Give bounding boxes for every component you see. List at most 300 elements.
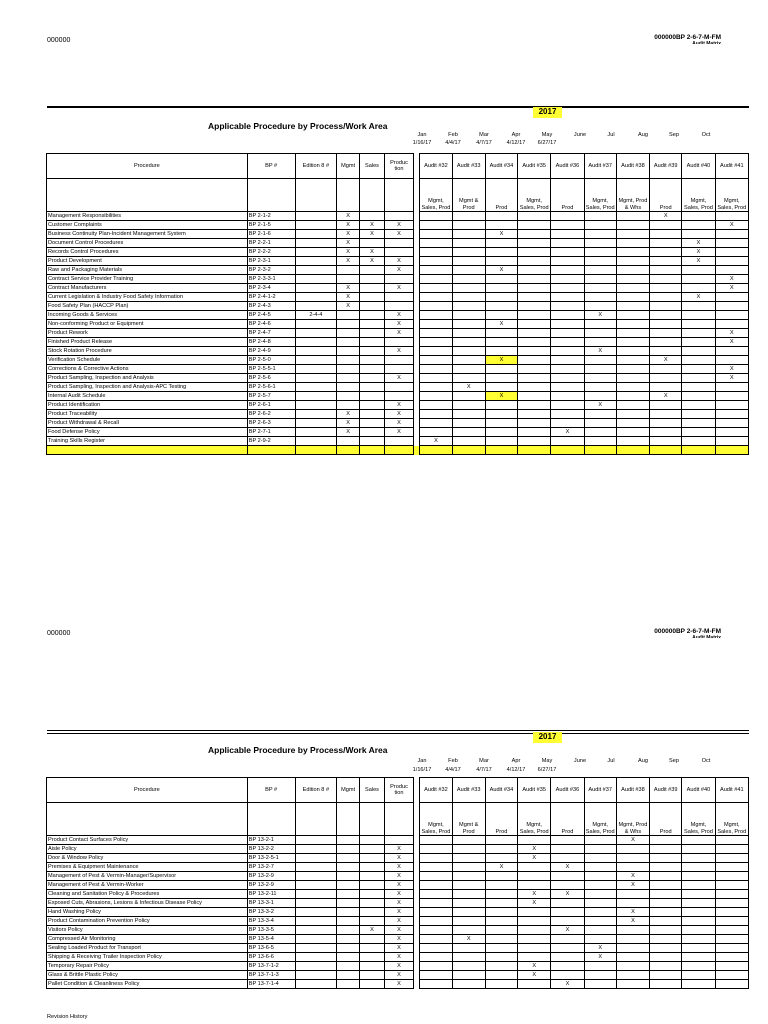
audit-mark xyxy=(420,329,452,338)
bp-number: BP 13-3-1 xyxy=(247,899,295,908)
production-header: Produc tion xyxy=(384,154,413,179)
mgmt-mark xyxy=(337,365,360,374)
audit-mark xyxy=(485,221,517,230)
mgmt-mark xyxy=(337,836,360,845)
audit-mark: X xyxy=(584,311,616,320)
audit-mark xyxy=(682,338,715,347)
audit-mark xyxy=(616,212,649,221)
audit-mark xyxy=(650,374,682,383)
audit-mark xyxy=(715,863,748,872)
sales-mark xyxy=(360,836,385,845)
audit-mark xyxy=(551,899,584,908)
audit-mark xyxy=(420,953,452,962)
audit-mark xyxy=(485,365,517,374)
mgmt-mark xyxy=(337,953,360,962)
table-row xyxy=(47,899,749,908)
production-mark: X xyxy=(384,908,413,917)
table-row xyxy=(47,356,749,365)
audit-mark xyxy=(452,845,485,854)
audit-mark xyxy=(584,890,616,899)
audit-mark xyxy=(682,302,715,311)
audit-mark xyxy=(616,365,649,374)
audit-date: 6/27/17 xyxy=(537,140,557,146)
bp-number: BP 13-3-4 xyxy=(247,917,295,926)
procedure-name: Management Responsibilities xyxy=(47,212,248,221)
procedure-name: Raw and Packaging Materials xyxy=(47,266,248,275)
audit-number-header: Audit #41 xyxy=(715,154,748,179)
audit-mark: X xyxy=(584,401,616,410)
audit-mark xyxy=(518,338,551,347)
audit-mark xyxy=(682,221,715,230)
audit-mark xyxy=(518,872,551,881)
audit-mark xyxy=(551,872,584,881)
audit-mark: X xyxy=(485,320,517,329)
audit-mark xyxy=(452,401,485,410)
bp-number: BP 2-3-1 xyxy=(247,257,295,266)
audit-mark xyxy=(518,221,551,230)
edition-number xyxy=(295,410,337,419)
table-row xyxy=(47,257,749,266)
audit-mark xyxy=(616,962,649,971)
audit-mark xyxy=(682,311,715,320)
audit-mark xyxy=(650,899,682,908)
audit-number-header: Audit #37 xyxy=(584,154,616,179)
sales-mark xyxy=(360,917,385,926)
audit-mark xyxy=(452,356,485,365)
month-label: Mar xyxy=(479,758,489,764)
audit-mark xyxy=(650,320,682,329)
blank-cell xyxy=(551,446,584,455)
audit-mark xyxy=(452,962,485,971)
audit-mark xyxy=(715,890,748,899)
audit-number-header: Audit #33 xyxy=(452,778,485,803)
audit-number-header: Audit #37 xyxy=(584,778,616,803)
mgmt-mark xyxy=(337,980,360,989)
audit-mark xyxy=(584,863,616,872)
audit-mark xyxy=(485,971,517,980)
audit-mark xyxy=(518,428,551,437)
audit-mark xyxy=(616,266,649,275)
audit-mark xyxy=(485,926,517,935)
audit-mark xyxy=(584,302,616,311)
edition-number xyxy=(295,944,337,953)
audit-date: 4/4/17 xyxy=(445,767,461,773)
table-row xyxy=(47,374,749,383)
sales-mark xyxy=(360,854,385,863)
sales-mark: X xyxy=(360,257,385,266)
edition-number xyxy=(295,908,337,917)
month-label: May xyxy=(541,132,553,138)
production-mark: X xyxy=(384,944,413,953)
procedure-name: Premises & Equipment Maintenance xyxy=(47,863,248,872)
mgmt-mark: X xyxy=(337,293,360,302)
mgmt-mark xyxy=(337,944,360,953)
audit-area-header: Mgmt & Prod xyxy=(452,803,485,836)
audit-mark xyxy=(452,221,485,230)
audit-mark xyxy=(518,980,551,989)
audit-mark xyxy=(650,347,682,356)
audit-mark xyxy=(420,239,452,248)
audit-mark xyxy=(485,845,517,854)
audit-mark xyxy=(682,437,715,446)
mgmt-mark xyxy=(337,872,360,881)
audit-mark xyxy=(650,863,682,872)
edition-number xyxy=(295,248,337,257)
audit-mark xyxy=(518,374,551,383)
mgmt-mark xyxy=(337,329,360,338)
audit-number-header: Audit #34 xyxy=(485,778,517,803)
table-row xyxy=(47,419,749,428)
audit-mark xyxy=(452,953,485,962)
sales-mark xyxy=(360,374,385,383)
sales-mark xyxy=(360,392,385,401)
procedure-name: Product Contact Surfaces Policy xyxy=(47,836,248,845)
audit-mark xyxy=(452,284,485,293)
bp-number: BP 13-2-11 xyxy=(247,890,295,899)
audit-mark xyxy=(682,953,715,962)
month-label: Apr xyxy=(511,758,521,764)
procedure-name: Visitors Policy xyxy=(47,926,248,935)
audit-mark xyxy=(551,392,584,401)
audit-mark: X xyxy=(420,437,452,446)
edition-number xyxy=(295,401,337,410)
audit-number-header: Audit #41 xyxy=(715,778,748,803)
audit-mark xyxy=(452,239,485,248)
sales-mark xyxy=(360,890,385,899)
audit-mark xyxy=(420,419,452,428)
audit-mark xyxy=(452,881,485,890)
audit-mark xyxy=(420,320,452,329)
audit-mark: X xyxy=(551,980,584,989)
audit-mark xyxy=(420,230,452,239)
audit-mark xyxy=(682,419,715,428)
audit-mark xyxy=(616,935,649,944)
procedure-name: Shipping & Receiving Trailer Inspection Policy xyxy=(47,953,248,962)
audit-mark: X xyxy=(616,881,649,890)
audit-mark xyxy=(682,275,715,284)
audit-mark xyxy=(452,302,485,311)
audit-mark xyxy=(420,293,452,302)
audit-mark xyxy=(420,221,452,230)
audit-mark xyxy=(616,248,649,257)
procedure-name: Business Continuity Plan-Incident Management System xyxy=(47,230,248,239)
audit-mark xyxy=(715,845,748,854)
bp-number: BP 13-6-6 xyxy=(247,953,295,962)
audit-mark xyxy=(452,374,485,383)
blank-cell xyxy=(295,446,337,455)
audit-mark xyxy=(485,302,517,311)
audit-mark xyxy=(518,230,551,239)
audit-mark xyxy=(715,419,748,428)
audit-mark xyxy=(518,953,551,962)
audit-mark xyxy=(584,248,616,257)
edition-number xyxy=(295,392,337,401)
audit-mark xyxy=(485,338,517,347)
procedure-name: Management of Pest & Vermin-Manager/Supervisor xyxy=(47,872,248,881)
audit-mark xyxy=(551,239,584,248)
audit-mark xyxy=(650,944,682,953)
production-mark: X xyxy=(384,953,413,962)
blank-cell xyxy=(452,446,485,455)
audit-mark xyxy=(551,836,584,845)
blank-cell xyxy=(384,446,413,455)
sales-mark xyxy=(360,356,385,365)
procedure-name: Compressed Air Monitoring xyxy=(47,935,248,944)
sales-mark xyxy=(360,863,385,872)
audit-mark xyxy=(420,392,452,401)
production-header: Produc tion xyxy=(384,778,413,803)
blank-cell xyxy=(247,179,295,212)
audit-mark xyxy=(616,329,649,338)
audit-mark xyxy=(682,980,715,989)
production-mark: X xyxy=(384,410,413,419)
audit-mark xyxy=(682,365,715,374)
audit-mark xyxy=(452,926,485,935)
blank-cell xyxy=(715,446,748,455)
production-mark: X xyxy=(384,257,413,266)
audit-date: 4/4/17 xyxy=(445,140,461,146)
production-mark: X xyxy=(384,980,413,989)
mgmt-mark xyxy=(337,311,360,320)
audit-area-header: Prod xyxy=(650,803,682,836)
audit-mark xyxy=(420,365,452,374)
mgmt-mark: X xyxy=(337,428,360,437)
production-mark: X xyxy=(384,899,413,908)
bp-number: BP 2-4-9 xyxy=(247,347,295,356)
page-title: Applicable Procedure by Process/Work Area xyxy=(208,745,388,755)
procedure-name: Food Defense Policy xyxy=(47,428,248,437)
mgmt-mark: X xyxy=(337,419,360,428)
audit-mark xyxy=(616,971,649,980)
audit-mark xyxy=(452,410,485,419)
audit-mark xyxy=(551,437,584,446)
audit-mark xyxy=(518,212,551,221)
table-row xyxy=(47,872,749,881)
mgmt-mark xyxy=(337,971,360,980)
blank-cell xyxy=(518,446,551,455)
edition-number xyxy=(295,926,337,935)
mgmt-mark xyxy=(337,320,360,329)
procedure-name: Current Legislation & Industry Food Safety Information xyxy=(47,293,248,302)
audit-mark xyxy=(551,419,584,428)
audit-mark xyxy=(616,863,649,872)
sales-mark xyxy=(360,953,385,962)
bp-number: BP 2-3-4 xyxy=(247,284,295,293)
mgmt-mark: X xyxy=(337,284,360,293)
table-row xyxy=(47,302,749,311)
sales-mark: X xyxy=(360,926,385,935)
mgmt-mark xyxy=(337,392,360,401)
sales-mark xyxy=(360,311,385,320)
edition-number xyxy=(295,917,337,926)
audit-mark xyxy=(715,320,748,329)
production-mark: X xyxy=(384,863,413,872)
bp-number: BP 2-4-3 xyxy=(247,302,295,311)
bp-number: BP 2-3-2 xyxy=(247,266,295,275)
sales-mark xyxy=(360,437,385,446)
audit-mark xyxy=(518,437,551,446)
audit-date: 1/16/17 xyxy=(412,140,432,146)
audit-mark xyxy=(420,266,452,275)
sales-mark xyxy=(360,302,385,311)
blank-cell xyxy=(47,446,248,455)
audit-mark xyxy=(485,275,517,284)
audit-mark xyxy=(715,872,748,881)
audit-mark xyxy=(518,365,551,374)
audit-mark xyxy=(420,872,452,881)
audit-area-header: Mgmt, Sales, Prod xyxy=(715,179,748,212)
edition-number xyxy=(295,872,337,881)
audit-mark xyxy=(485,347,517,356)
audit-area-header: Mgmt, Prod & Whs xyxy=(616,803,649,836)
procedure-name: Management of Pest & Vermin-Worker xyxy=(47,881,248,890)
mgmt-mark xyxy=(337,899,360,908)
table-row xyxy=(47,926,749,935)
audit-mark xyxy=(584,293,616,302)
audit-mark: X xyxy=(715,338,748,347)
audit-mark xyxy=(616,926,649,935)
table-row xyxy=(47,248,749,257)
audit-mark xyxy=(420,410,452,419)
audit-mark xyxy=(715,239,748,248)
audit-mark xyxy=(650,284,682,293)
audit-mark: X xyxy=(518,962,551,971)
audit-mark xyxy=(616,356,649,365)
audit-mark xyxy=(682,881,715,890)
table-row xyxy=(47,881,749,890)
procedure-name: Food Safety Plan (HACCP Plan) xyxy=(47,302,248,311)
sales-mark xyxy=(360,908,385,917)
audit-date: 4/7/17 xyxy=(476,140,492,146)
audit-mark xyxy=(420,890,452,899)
edition-number xyxy=(295,953,337,962)
audit-mark xyxy=(452,248,485,257)
audit-mark xyxy=(551,338,584,347)
audit-mark xyxy=(584,383,616,392)
sales-mark xyxy=(360,239,385,248)
procedure-header: Procedure xyxy=(47,154,248,179)
audit-mark: X xyxy=(715,284,748,293)
audit-mark: X xyxy=(682,293,715,302)
audit-mark xyxy=(485,428,517,437)
audit-mark xyxy=(616,284,649,293)
audit-mark xyxy=(518,320,551,329)
audit-mark xyxy=(452,329,485,338)
audit-mark xyxy=(650,329,682,338)
audit-date: 6/27/17 xyxy=(537,767,557,773)
audit-area-header: Mgmt, Prod & Whs xyxy=(616,179,649,212)
bp-number: BP 13-7-1-3 xyxy=(247,971,295,980)
month-label: May xyxy=(541,758,553,764)
audit-mark xyxy=(518,917,551,926)
audit-mark xyxy=(650,971,682,980)
audit-mark xyxy=(715,311,748,320)
audit-number-header: Audit #39 xyxy=(650,778,682,803)
audit-mark xyxy=(551,266,584,275)
audit-mark xyxy=(650,845,682,854)
audit-number-header: Audit #39 xyxy=(650,154,682,179)
audit-mark xyxy=(518,275,551,284)
audit-mark xyxy=(682,863,715,872)
audit-mark xyxy=(715,980,748,989)
blank-cell xyxy=(360,179,385,212)
audit-mark xyxy=(584,365,616,374)
audit-mark xyxy=(682,356,715,365)
audit-date: 1/16/17 xyxy=(412,767,432,773)
audit-number-header: Audit #35 xyxy=(518,154,551,179)
bp-number: BP 2-1-2 xyxy=(247,212,295,221)
audit-mark xyxy=(682,908,715,917)
table-area-row xyxy=(47,179,749,212)
audit-mark xyxy=(485,437,517,446)
bp-number: BP 13-2-9 xyxy=(247,881,295,890)
edition-number xyxy=(295,935,337,944)
audit-mark xyxy=(682,926,715,935)
audit-mark xyxy=(682,917,715,926)
audit-mark xyxy=(616,311,649,320)
bp-number: BP 2-4-7 xyxy=(247,329,295,338)
audit-mark xyxy=(650,908,682,917)
audit-mark xyxy=(452,212,485,221)
bp-number: BP 2-6-3 xyxy=(247,419,295,428)
procedure-name: Document Control Procedures xyxy=(47,239,248,248)
audit-mark: X xyxy=(485,356,517,365)
month-label: Apr xyxy=(511,132,521,138)
audit-mark xyxy=(485,419,517,428)
audit-mark: X xyxy=(616,836,649,845)
edition-number xyxy=(295,890,337,899)
bp-number: BP 13-7-1-4 xyxy=(247,980,295,989)
doc-id-right-text: 000000BP 2-6-7-M-FM xyxy=(654,628,721,635)
table-row xyxy=(47,338,749,347)
sales-mark xyxy=(360,980,385,989)
audit-mark xyxy=(616,230,649,239)
procedure-name: Corrections & Corrective Actions xyxy=(47,365,248,374)
audit-mark xyxy=(682,944,715,953)
audit-mark xyxy=(485,239,517,248)
audit-mark xyxy=(715,293,748,302)
audit-mark xyxy=(650,872,682,881)
table-row xyxy=(47,854,749,863)
table-row xyxy=(47,230,749,239)
mgmt-mark: X xyxy=(337,410,360,419)
highlight-row xyxy=(47,446,749,455)
production-mark: X xyxy=(384,935,413,944)
audit-mark: X xyxy=(452,383,485,392)
sheet-divider xyxy=(47,730,749,731)
audit-mark xyxy=(518,239,551,248)
audit-area-header: Mgmt, Sales, Prod xyxy=(420,179,452,212)
audit-mark xyxy=(715,971,748,980)
audit-mark: X xyxy=(650,356,682,365)
audit-date: 4/7/17 xyxy=(476,767,492,773)
audit-mark xyxy=(650,854,682,863)
audit-mark xyxy=(682,410,715,419)
audit-mark: X xyxy=(715,275,748,284)
audit-mark xyxy=(518,935,551,944)
edition-number xyxy=(295,257,337,266)
audit-matrix-table xyxy=(46,153,749,455)
audit-mark xyxy=(485,953,517,962)
sales-mark xyxy=(360,899,385,908)
audit-mark xyxy=(715,410,748,419)
audit-mark xyxy=(616,944,649,953)
edition-number xyxy=(295,383,337,392)
blank-cell xyxy=(337,179,360,212)
production-mark: X xyxy=(384,401,413,410)
audit-mark xyxy=(682,374,715,383)
sales-mark xyxy=(360,365,385,374)
